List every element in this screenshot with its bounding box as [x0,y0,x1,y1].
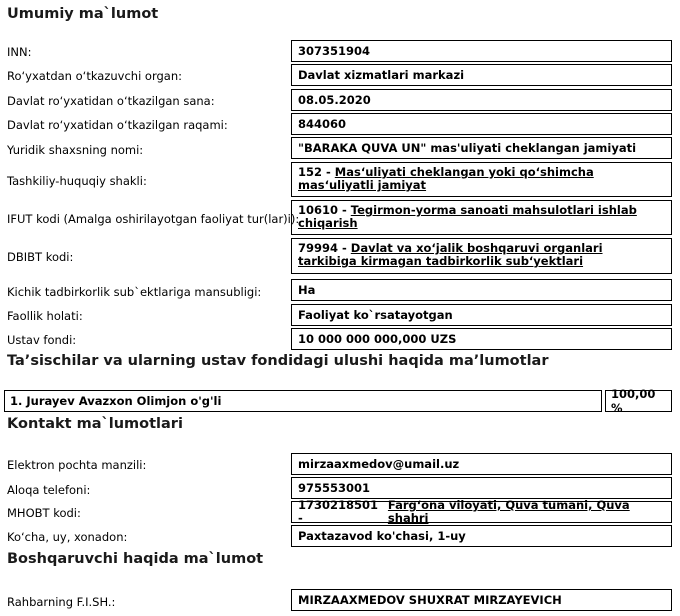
inn-value: 307351904 [291,40,672,62]
reg-date-value: 08.05.2020 [291,89,672,111]
dbibt-link[interactable]: Davlat va xo‘jalik boshqaruvi organlari tarkibiga kirmagan tadbirkorlik sub‘yektlari [298,241,603,268]
director-name-label: Rahbarning F.I.SH.: [7,595,116,609]
capital-value: 10 000 000 000,000 UZS [291,328,672,350]
email-label: Elektron pochta manzili: [7,458,147,472]
founder-row-name: 1. Jurayev Avazxon Olimjon o'g'li [4,390,602,412]
dbibt-label: DBIBT kodi: [7,250,74,264]
section-title-founders: Ta’sischilar va ularning ustav fondidagi ulushi haqida ma’lumotlar [7,353,549,369]
status-value: Faoliyat ko`rsatayotgan [291,304,672,326]
phone-label: Aloqa telefoni: [7,483,91,497]
ifut-code: 10610 - [298,203,347,217]
reg-organ-label: Ro‘yxatdan o‘tkazuvchi organ: [7,69,182,83]
dbibt-code: 79994 - [298,241,347,255]
mhobt-label: MHOBT kodi: [7,506,81,520]
small-business-value: Ha [291,279,672,301]
legal-form-value [291,162,672,197]
section-title-director: Boshqaruvchi haqida ma`lumot [7,551,264,567]
legal-form-label: Tashkiliy-huquqiy shakli: [7,174,147,188]
mhobt-code: 1730218501 - [298,498,379,525]
section-title-general: Umumiy ma`lumot [7,6,159,22]
legal-form-link[interactable]: Mas‘uliyati cheklangan yoki qo‘shimcha mas‘uliyatli jamiyat [298,165,594,192]
mhobt-value [291,498,672,525]
capital-label: Ustav fondi: [7,333,77,347]
company-name-label: Yuridik shaxsning nomi: [7,143,144,157]
company-name-value: "BARAKA QUVA UN" mas'uliyati cheklangan jamiyati [291,137,672,159]
street-label: Ko‘cha, uy, xonadon: [7,530,128,544]
small-business-label: Kichik tadbirkorlik sub`ektlariga mansubligi: [7,285,262,299]
ifut-label: IFUT kodi (Amalga oshirilayotgan faoliyat tur(lar)i): [7,212,300,226]
ifut-link[interactable]: Tegirmon-yorma sanoati mahsulotlari ishlab chiqarish [298,203,637,230]
phone-value: 975553001 [291,477,672,499]
email-value[interactable]: mirzaaxmedov@umail.uz [291,453,672,475]
founder-row-share: 100,00 % [605,390,672,412]
dbibt-value [291,238,672,274]
section-title-contact: Kontakt ma`lumotlari [7,416,183,432]
legal-form-code: 152 - [298,165,331,179]
street-value: Paxtazavod ko'chasi, 1-uy [291,525,672,547]
reg-date-label: Davlat ro‘yxatidan o‘tkazilgan sana: [7,94,215,108]
reg-organ-value: Davlat xizmatlari markazi [291,64,672,86]
ifut-value [291,200,672,235]
mhobt-link[interactable]: Farg‘ona viloyati, Quva tumani, Quva shahri [387,498,630,525]
reg-number-label: Davlat ro‘yxatidan o‘tkazilgan raqami: [7,118,228,132]
inn-label: INN: [7,45,32,59]
reg-number-value: 844060 [291,113,672,135]
director-name-value: MIRZAAXMEDOV SHUXRAT MIRZAYEVICH [291,589,672,611]
status-label: Faollik holati: [7,309,83,323]
